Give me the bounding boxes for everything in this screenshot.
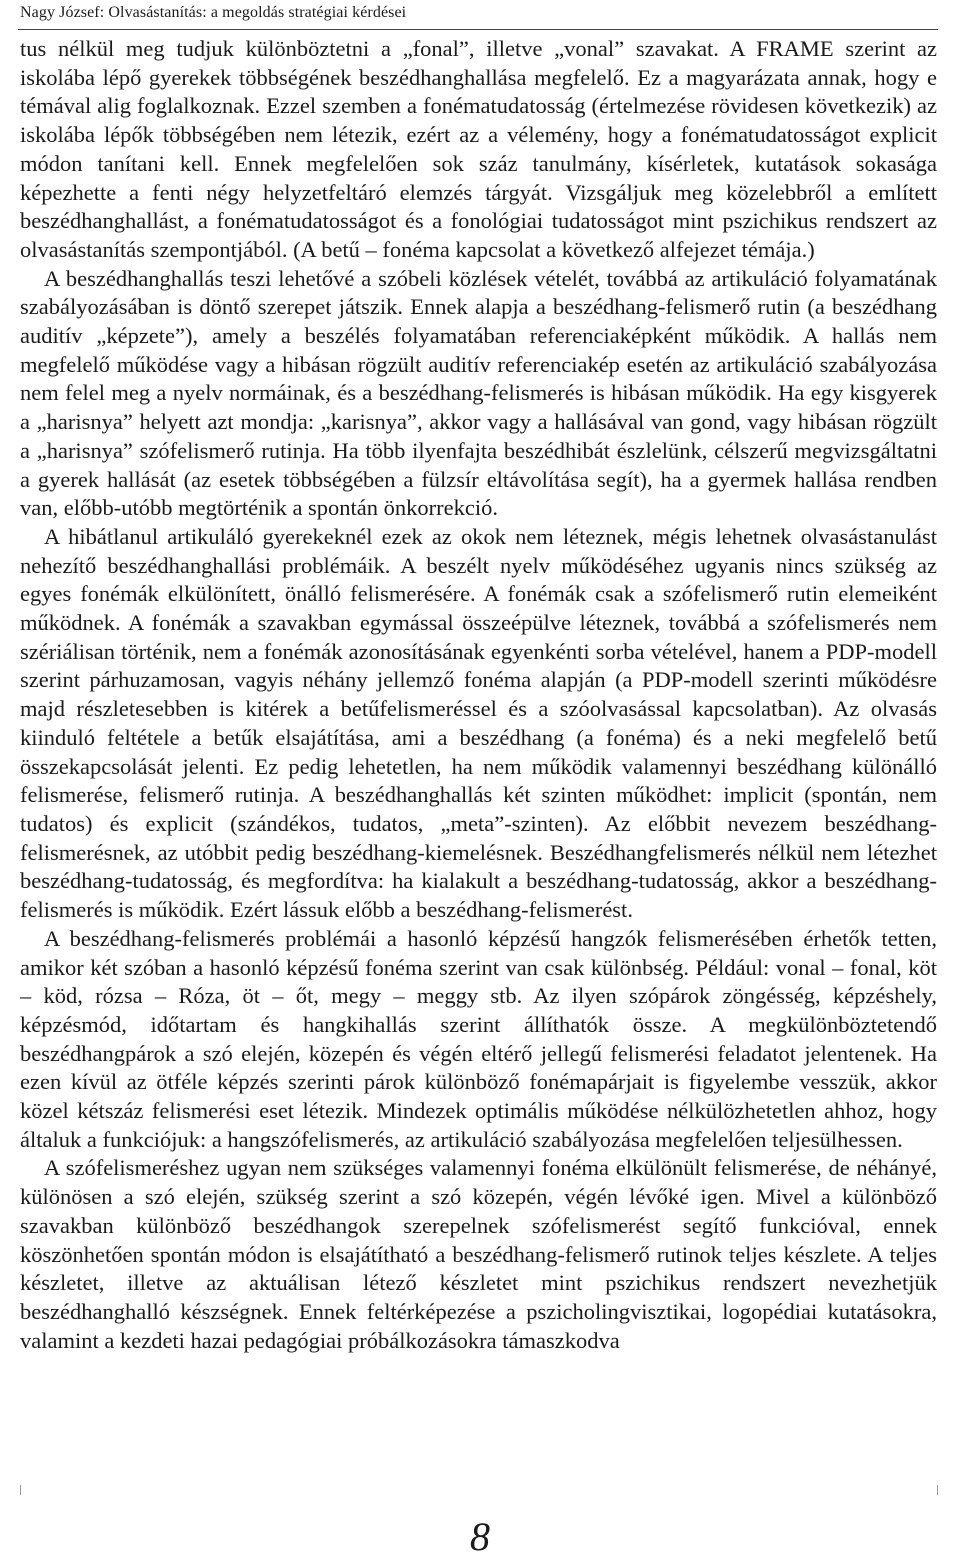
crop-mark-right xyxy=(937,1485,938,1495)
running-header: Nagy József: Olvasástanítás: a megoldás stratégiai kérdései xyxy=(20,4,407,21)
paragraph-1: tus nélkül meg tudjuk különböztetni a „fonal”, illetve „vonal” szavakat. A FRAME szerint az iskolába lépő gyerekek többségének beszédhanghallása megfelelő. Ez a magyarázata annak, hogy e témával alig foglalkoznak. Ezzel szemben a fonématudatosság (értelmezése rövidesen következik) az iskolába lépők többségében nem létezik, ezért az a vélemény, hogy a fonématudatosságot explicit módon tanítani kell. Ennek megfelelően sok száz tanulmány, kísérletek, kutatások sokasága képezhette a fenti négy helyzetfeltáró elemzés tárgyát. Vizsgáljuk meg közelebbről a említett beszédhanghallást, a fonématudatosságot és a fonológiai tudatosságot mint pszichikus rendszert az olvasástanítás szempontjából. (A betű – fonéma kapcsolat a következő alfejezet témája.) xyxy=(20,36,937,262)
crop-mark-left xyxy=(20,1485,21,1495)
paragraph-5: A szófelismeréshez ugyan nem szükséges valamennyi fonéma elkülönült felismerése, de néhányé, különösen a szó elején, szükség szerint a szó közepén, végén lévőké igen. Mivel a különböző szavakban különböző beszédhangok szerepelnek szófelismerést segítő funkcióval, ennek köszönhetően spontán módon is elsajátítható a beszédhang-felismerő rutinok teljes készlete. A teljes készletet, illetve az aktuálisan létező készletet mint pszichikus rendszert nevezhetjük beszédhanghalló készségnek. Ennek feltérképezése a pszicholingvisztikai, logopédiai kutatásokra, valamint a kezdeti hazai pedagógiai próbálkozásokra támaszkodva xyxy=(20,1155,937,1353)
text-body xyxy=(20,35,937,1355)
paragraph-4: A beszédhang-felismerés problémái a hasonló képzésű hangzók felismerésében érhetők tetten, amikor két szóban a hasonló képzésű fonéma szerint van csak különbség. Például: vonal – fonal, köt – köd, rózsa – Róza, öt – őt, megy – meggy stb. Az ilyen szópárok zöngésség, képzéshely, képzésmód, időtartam és hangkihallás szerint állíthatók össze. A megkülönböztetendő beszédhangpárok a szó elején, közepén és végén eltérő jellegű felismerési feladatot jelentenek. Ha ezen kívül az ötféle képzés szerinti párok különböző fonémapárjait is figyelembe vesszük, akkor közel kétszáz felismerési eset létezik. Mindezek optimális működése nélkülözhetetlen ahhoz, hogy általuk a funkciójuk: a hangszófelismerés, az artikuláció szabályozása megfelelően teljesülhessen. xyxy=(20,925,937,1152)
page-number: 8 xyxy=(470,1514,490,1559)
paragraph-2: A beszédhanghallás teszi lehetővé a szóbeli közlések vételét, továbbá az artikuláció folyamatának szabályozásában is döntő szerepet játszik. Ennek alapja a beszédhang-felismerő rutin (a beszédhang auditív „képzete”), amely a beszélés folyamatában referenciaképként működik. A hallás nem megfelelő működése vagy a hibásan rögzült auditív referenciakép esetén az artikuláció szabályozása nem felel meg a nyelv normáinak, és a beszédhang-felismerés is hibásan működik. Ha egy kisgyerek a „harisnya” helyett azt mondja: „karisnya”, akkor vagy a hallásával van gond, vagy hibásan rögzült a „harisnya” szófelismerő rutinja. Ha több ilyenfajta beszédhibát észlelünk, célszerű megvizsgáltatni a gyerek hallását (az esetek többségében a fülzsír eltávolítása segít), ha a gyermek hallása rendben van, előbb-utóbb megtörténik a spontán önkorrekció. xyxy=(20,265,937,521)
paragraph-3: A hibátlanul artikuláló gyerekeknél ezek az okok nem léteznek, mégis lehetnek olvasástanulást nehezítő beszédhanghallási problémáik. A beszélt nyelv működéséhez ugyanis nincs szükség az egyes fonémák elkülönített, önálló felismerésére. A fonémák csak a szófelismerő rutin elemeiként működnek. A fonémák a szavakban egymással összeépülve léteznek, továbbá a szófelismerés nem szériálisan történik, nem a fonémák azonosításának egyenkénti sorba vételével, hanem a PDP-modell szerint párhuzamosan, vagyis néhány jellemző fonéma alapján (a PDP-modell szerinti működésre majd részletesebben is kitérek a betűfelismeréssel és a szóolvasással kapcsolatban). Az olvasás kiinduló feltétele a betűk elsajátítása, ami a beszédhang (a fonéma) és a neki megfelelő betű összekapcsolását jelenti. Ez pedig lehetetlen, ha nem működik valamennyi beszédhang különálló felismerése, felismerő rutinja. A beszédhanghallás két szinten működhet: implicit (spontán, nem tudatos) és explicit (szándékos, tudatos, „meta”-szinten). Az előbbit nevezem beszédhang-felismerésnek, az utóbbit pedig beszédhang-kiemelésnek. Beszédhangfelismerés nélkül nem létezhet beszédhang-tudatosság, és megfordítva: ha kialakult a beszédhang-tudatosság, akkor a beszédhang-felismerés is működik. Ezért lássuk előbb a beszédhang-felismerést. xyxy=(20,523,937,923)
header-rule xyxy=(18,29,938,30)
